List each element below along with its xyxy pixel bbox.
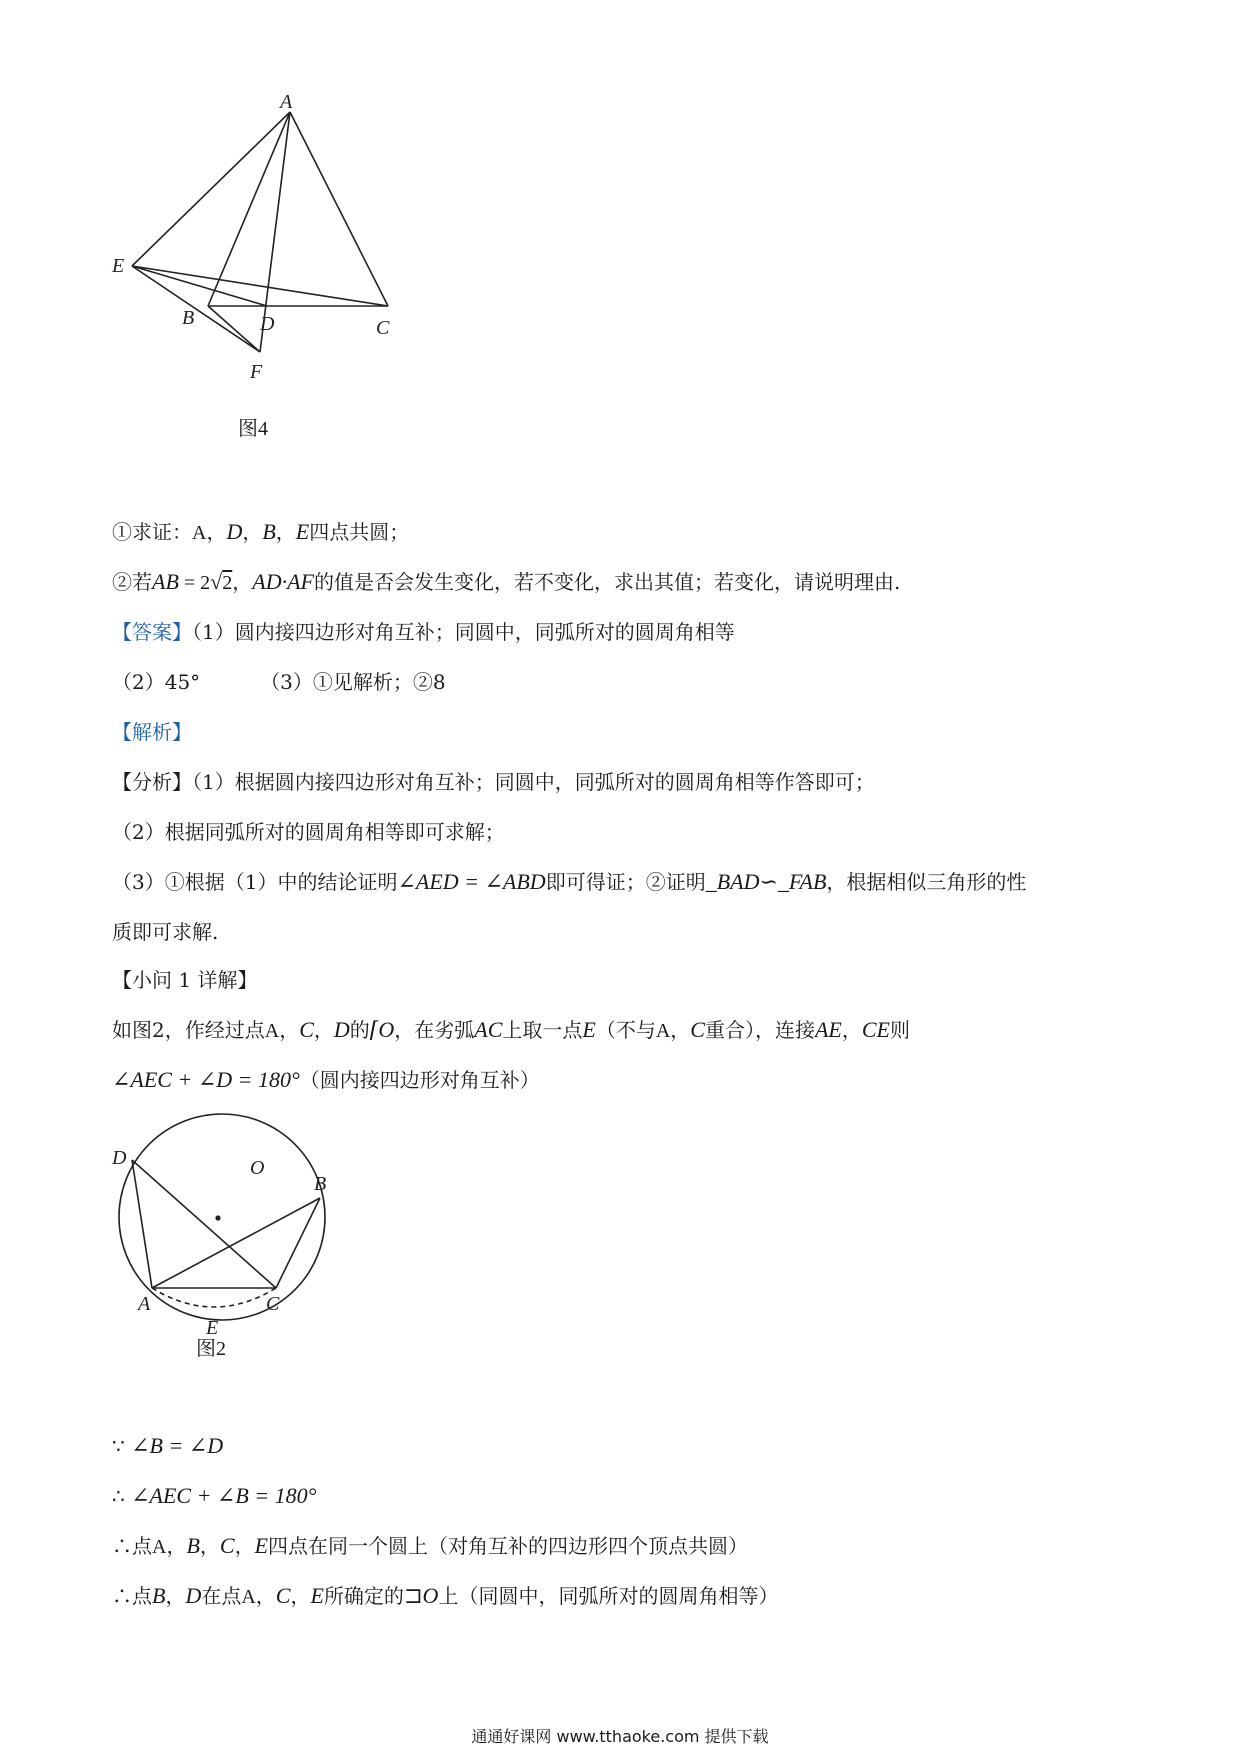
proof-line-2 (112, 1482, 1142, 1510)
proof-text: ∴点 (112, 1534, 152, 1558)
label-B: B (182, 307, 195, 329)
q1-sep: ， (275, 520, 296, 544)
xiaowen-line-1 (112, 1016, 1142, 1045)
label-D: D (260, 313, 275, 335)
figure-2-caption: 图2 (196, 1338, 226, 1360)
label-C: C (376, 317, 390, 339)
xiaowen-title: 【小问 1 详解】 (112, 968, 258, 992)
q2-sep: ， (232, 570, 253, 594)
proof-math: ∠AEC + ∠B = 180° (131, 1483, 317, 1508)
proof-point: B (152, 1583, 166, 1608)
figure-2 (100, 1112, 360, 1356)
analysis-tag-line (112, 718, 1142, 746)
q1-suffix: 四点共圆； (309, 520, 410, 544)
answer-tag: 【答案】 (112, 620, 192, 644)
therefore-symbol: ∴ (112, 1484, 125, 1508)
q1-point-b: B (262, 519, 276, 544)
answer-line-1 (112, 618, 1142, 646)
label-F: F (250, 361, 263, 383)
xw-sep: ， (670, 1018, 691, 1042)
xw-text: 的 (349, 1018, 370, 1042)
q1-sep: ， (242, 520, 263, 544)
xw-text: ，在劣弧 (394, 1018, 475, 1042)
fenxi-text: ，根据相似三角形的性 (826, 870, 1027, 894)
xw-text: 则 (889, 1018, 910, 1042)
because-symbol: ∵ (112, 1434, 125, 1458)
answer-part-3: （3）①见解析；②8 (260, 670, 446, 694)
q2-product: AD·AF (252, 569, 314, 594)
xw-segment: AE (814, 1017, 842, 1042)
proof-point: B (186, 1533, 200, 1558)
xw-point: A (655, 1020, 671, 1042)
q2-ab: AB (152, 569, 179, 594)
proof-point: E (254, 1533, 269, 1558)
xw-point: C (690, 1017, 705, 1042)
fig2-label-E: E (206, 1317, 219, 1339)
xw-circle: ⌈O (369, 1017, 395, 1042)
xw-sep: ， (313, 1018, 334, 1042)
q1-prefix: ①求证： (112, 520, 192, 544)
xw-point: E (582, 1017, 596, 1042)
answer-part-2: （2）45° (112, 670, 201, 694)
proof-math: ∠B = ∠D (131, 1433, 224, 1458)
proof-point: C (219, 1533, 235, 1558)
question-2 (112, 568, 1142, 597)
proof-text: 在点 (201, 1584, 242, 1608)
q2-sqrt-value: 2 (222, 572, 233, 594)
fig2-label-O: O (250, 1157, 265, 1179)
figure-4 (100, 90, 420, 454)
label-E: E (112, 255, 125, 277)
xw-point: A (264, 1020, 280, 1042)
proof-text: ∴点 (112, 1584, 152, 1608)
page-footer: 通通好课网 www.tthaoke.com 提供下载 (471, 1727, 769, 1746)
q1-sep: ， (206, 520, 227, 544)
proof-text: 四点在同一个圆上（对角互补的四边形四个顶点共圆） (268, 1534, 749, 1558)
proof-point: A (241, 1586, 256, 1608)
proof-circle: ⊐O (403, 1583, 439, 1608)
figure-2-diagram (100, 1112, 360, 1352)
proof-point: E (310, 1583, 324, 1608)
proof-point: C (275, 1583, 291, 1608)
proof-line-4 (112, 1582, 1142, 1611)
proof-line-1 (112, 1432, 1142, 1460)
figure-4-caption: 图4 (238, 418, 268, 440)
figure-4-diagram (100, 90, 420, 450)
xw-math: ∠AEC + ∠D = 180° (112, 1067, 300, 1092)
fenxi-line-3 (112, 868, 1142, 896)
fenxi-math-similar: _BAD∽_FAB (705, 869, 827, 894)
fig2-label-C: C (266, 1293, 280, 1315)
proof-sep: ， (199, 1534, 220, 1558)
xw-point: D (333, 1017, 350, 1042)
proof-sep: ， (255, 1584, 276, 1608)
xiaowen-line-2 (112, 1066, 1142, 1094)
fig2-label-B: B (314, 1173, 327, 1195)
label-A: A (280, 91, 293, 113)
fenxi-text: （3）①根据（1）中的结论证明 (112, 870, 398, 894)
proof-sep: ， (234, 1534, 255, 1558)
xw-segment: CE (861, 1017, 890, 1042)
fenxi-line-4: 质即可求解. (112, 920, 219, 944)
q2-eq: = 2 (178, 572, 211, 594)
question-1 (112, 518, 1142, 547)
proof-point: A (152, 1536, 167, 1558)
answer-line-2 (112, 668, 1142, 696)
fenxi-line-2: （2）根据同弧所对的圆周角相等即可求解； (112, 820, 505, 844)
q1-point-e: E (295, 519, 310, 544)
q2-suffix: 的值是否会发生变化，若不变化，求出其值；若变化，请说明理由. (313, 570, 901, 594)
proof-sep: ， (290, 1584, 311, 1608)
xw-text: （圆内接四边形对角互补） (299, 1068, 540, 1092)
fig2-label-D: D (112, 1147, 127, 1169)
fig2-label-A: A (138, 1293, 151, 1315)
xw-arc: AC (474, 1017, 503, 1042)
xw-sep: ， (841, 1018, 862, 1042)
q1-point-d: D (226, 519, 243, 544)
proof-text: 所确定的 (323, 1584, 404, 1608)
fenxi-line-1: 【分析】（1）根据圆内接四边形对角互补；同圆中，同弧所对的圆周角相等作答即可； (112, 770, 875, 794)
fenxi-math-angle: ∠AED = ∠ABD (397, 869, 546, 894)
analysis-tag: 【解析】 (112, 720, 192, 744)
xw-text: 上取一点 (502, 1018, 583, 1042)
xw-sep: ， (279, 1018, 300, 1042)
answer-part-1: （1）圆内接四边形对角互补；同圆中，同弧所对的圆周角相等 (192, 620, 735, 644)
proof-text: 上（同圆中，同弧所对的圆周角相等） (438, 1584, 779, 1608)
q2-prefix: ②若 (112, 570, 152, 594)
proof-point: D (185, 1583, 202, 1608)
proof-line-3 (112, 1532, 1142, 1561)
xw-text: 如图2，作经过点 (112, 1018, 265, 1042)
xw-text: 重合），连接 (704, 1018, 815, 1042)
proof-sep: ， (166, 1534, 187, 1558)
fenxi-text: 即可得证；②证明 (545, 870, 706, 894)
q1-point-a: A (192, 522, 207, 544)
q2-sqrt-sign: √ (210, 569, 223, 594)
xw-point: C (299, 1017, 314, 1042)
xw-text: （不与 (595, 1018, 656, 1042)
proof-sep: ， (165, 1584, 186, 1608)
